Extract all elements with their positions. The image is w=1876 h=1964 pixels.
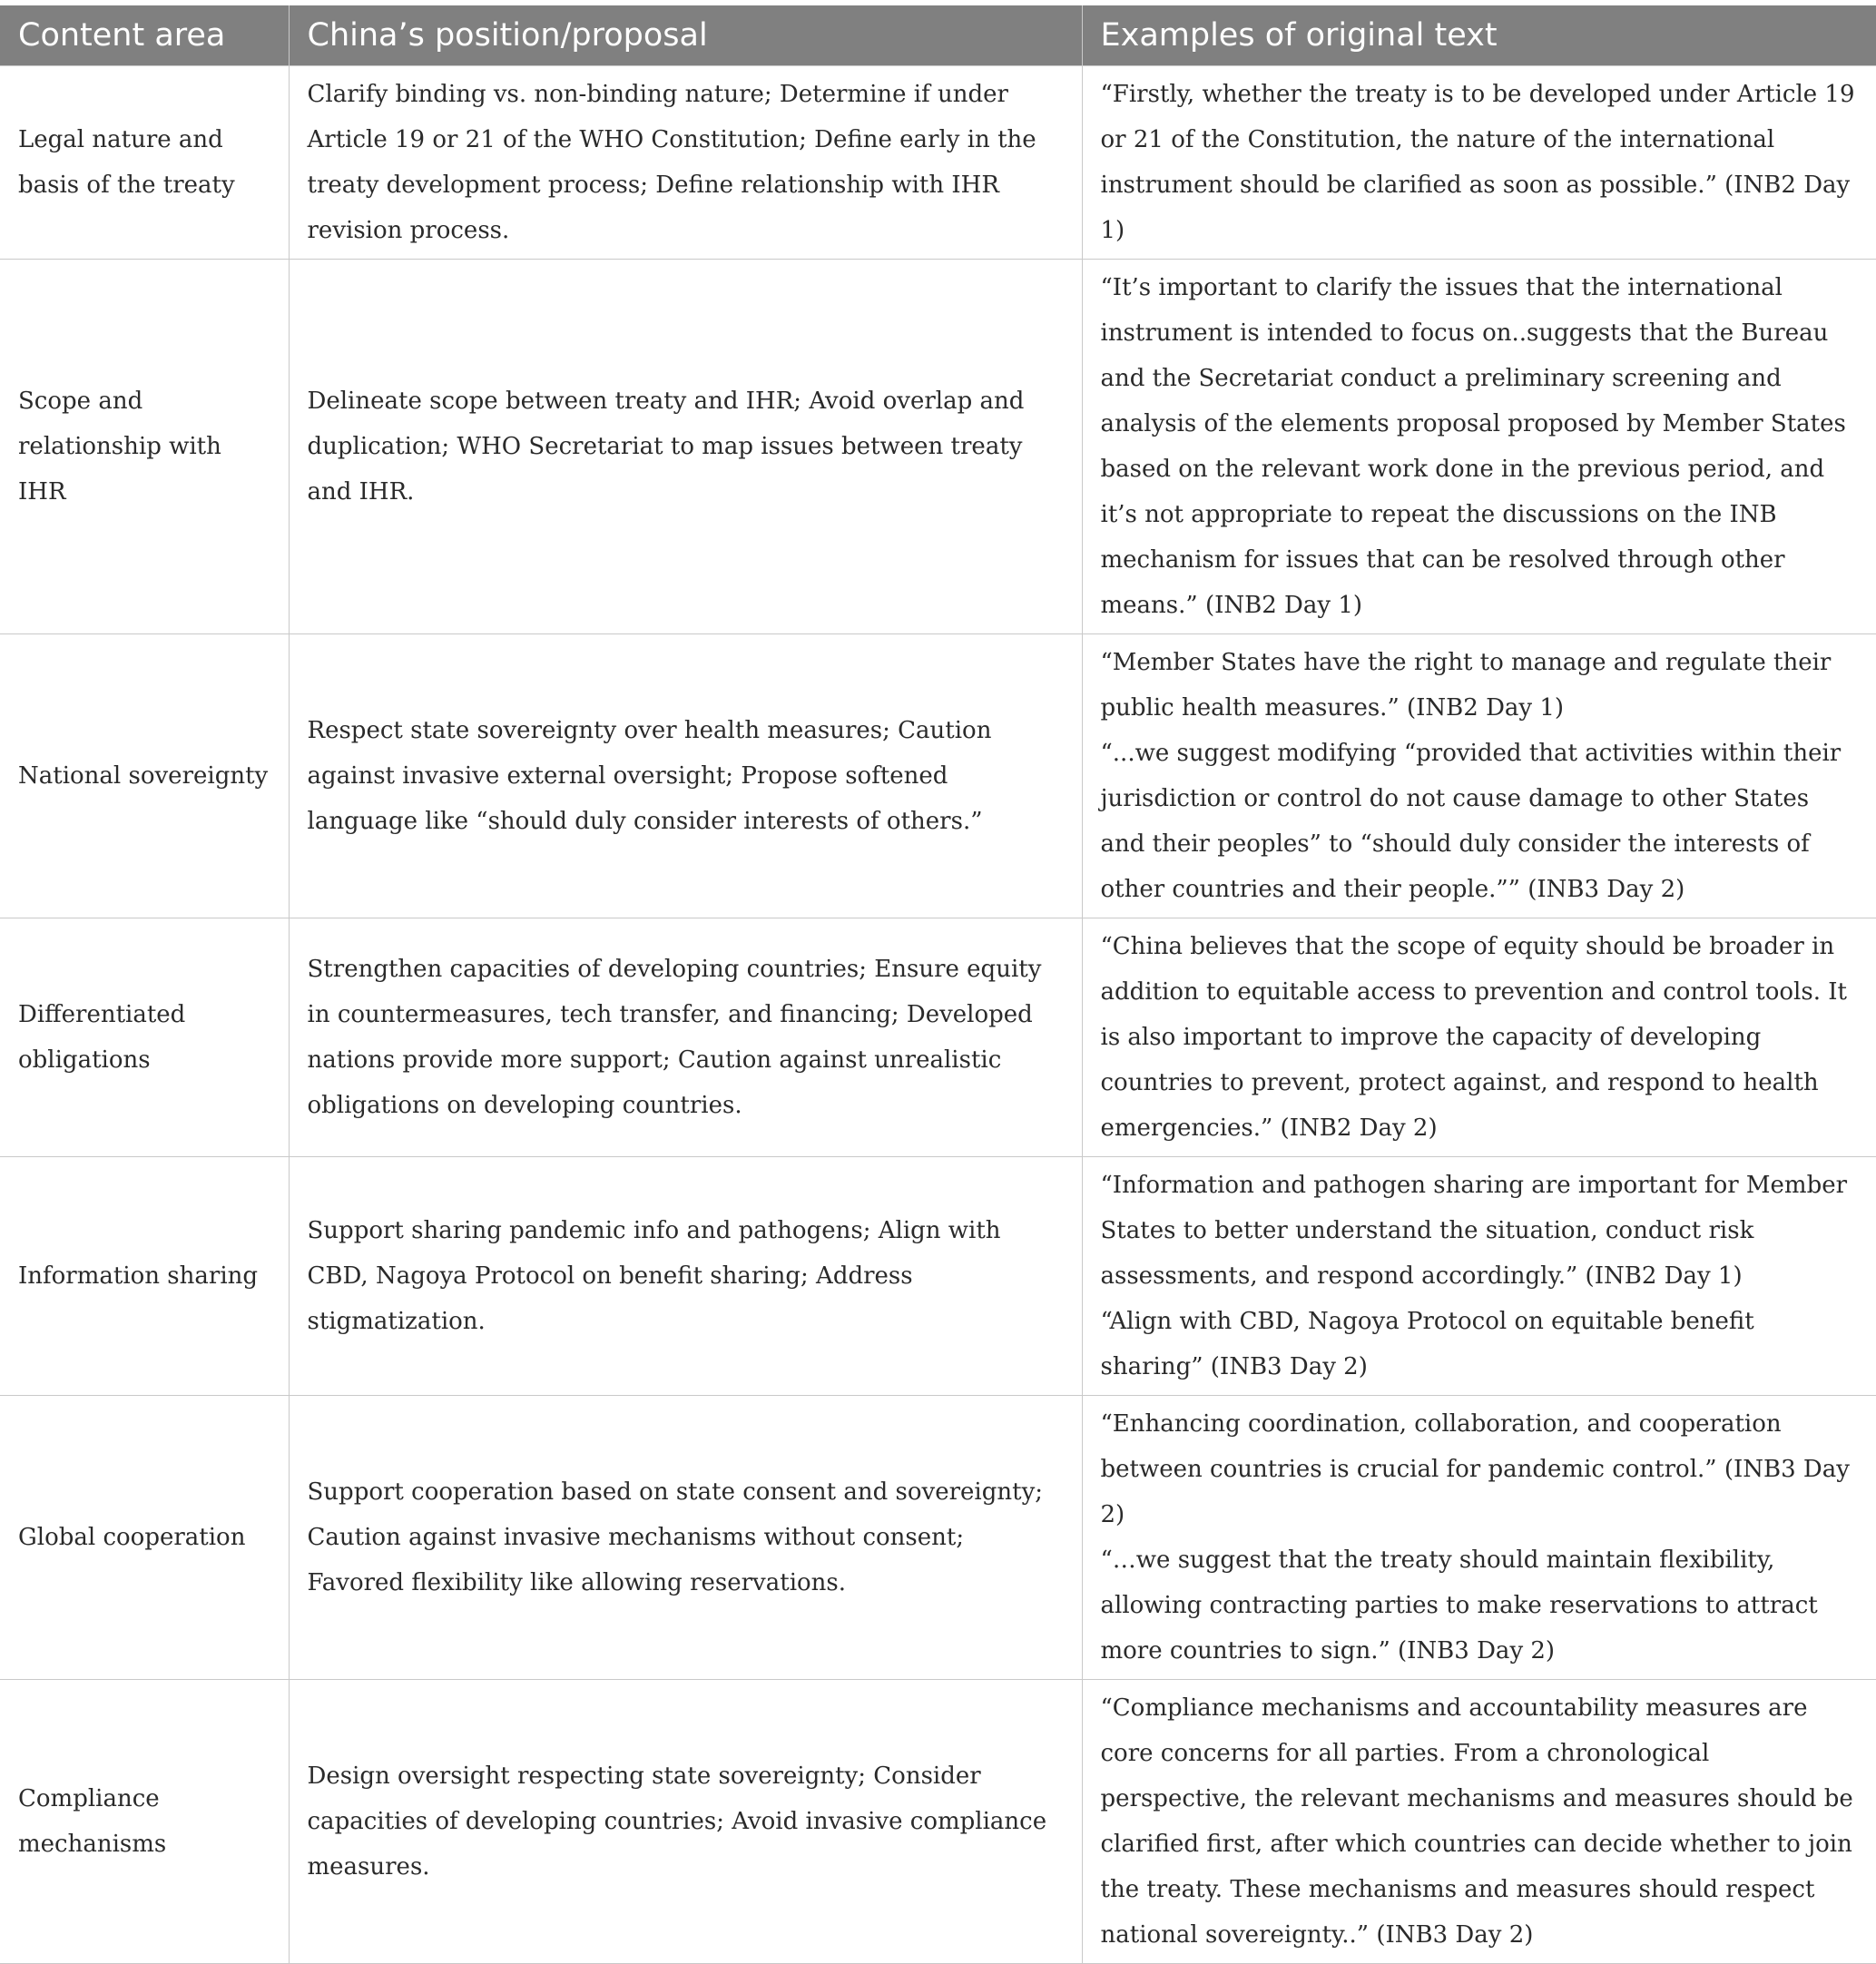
row-position: Design oversight respecting state sovereignty; Consider capacities of developing countries; Avoid invasive compliance measures.: [289, 1680, 1082, 1964]
row-examples: [1082, 1680, 1876, 1964]
row-content-area: Legal nature and basis of the treaty: [0, 66, 289, 260]
row-position: Support cooperation based on state consent and sovereignty; Caution against invasive mechanisms without consent; Favored flexibility like allowing reservations.: [289, 1396, 1082, 1680]
example-quote: “Compliance mechanisms and accountability measures are core concerns for all parties. From a chronological perspective, the relevant mechanisms and measures should be clarified first, after which countries can decide whether to join the treaty. These mechanisms and measures should respect national sovereignty..” (INB3 Day 2): [1100, 1694, 1853, 1949]
table-row: [0, 1680, 1876, 1964]
row-position: Delineate scope between treaty and IHR; Avoid overlap and duplication; WHO Secretariat to map issues between treaty and IHR.: [289, 260, 1082, 634]
row-examples: [1082, 634, 1876, 918]
example-quote: “China believes that the scope of equity should be broader in addition to equitable access to prevention and control tools. It is also important to improve the capacity of developing countries to prevent, protect against, and respond to health emergencies.” (INB2 Day 2): [1100, 933, 1847, 1142]
header-original-text: Examples of original text: [1082, 5, 1876, 66]
row-examples: [1082, 260, 1876, 634]
row-examples: [1082, 1396, 1876, 1680]
row-content-area: Global cooperation: [0, 1396, 289, 1680]
example-quote: “Align with CBD, Nagoya Protocol on equitable benefit sharing” (INB3 Day 2): [1100, 1308, 1754, 1380]
row-content-area: National sovereignty: [0, 634, 289, 918]
row-position: Respect state sovereignty over health measures; Caution against invasive external oversight; Propose softened language like “should duly consider interests of others.”: [289, 634, 1082, 918]
table-row: [0, 1396, 1876, 1680]
row-content-area: Scope and relationship with IHR: [0, 260, 289, 634]
row-position: Strengthen capacities of developing countries; Ensure equity in countermeasures, tech transfer, and financing; Developed nations provide more support; Caution against unrealistic obligations on developing countries.: [289, 918, 1082, 1157]
example-quote: “It’s important to clarify the issues that the international instrument is intended to focus on..suggests that the Bureau and the Secretariat conduct a preliminary screening and analysis of the elements proposal proposed by Member States based on the relevant work done in the previous period, and it’s not appropriate to repeat the discussions on the INB mechanism for issues that can be resolved through other means.” (INB2 Day 1): [1100, 274, 1846, 619]
row-content-area: Compliance mechanisms: [0, 1680, 289, 1964]
table-row: [0, 634, 1876, 918]
table-row: [0, 918, 1876, 1157]
example-quote: “Enhancing coordination, collaboration, and cooperation between countries is crucial for pandemic control.” (INB3 Day 2): [1100, 1410, 1850, 1528]
header-row: [0, 5, 1876, 66]
table-row: [0, 1157, 1876, 1396]
header-content-area: Content area: [0, 5, 289, 66]
header-china-position: China’s position/proposal: [289, 5, 1082, 66]
row-content-area: Information sharing: [0, 1157, 289, 1396]
example-quote: “…we suggest that the treaty should maintain flexibility, allowing contracting parties to make reservations to attract more countries to sign.” (INB3 Day 2): [1100, 1547, 1818, 1664]
table-header: [0, 5, 1876, 66]
example-quote: “Member States have the right to manage and regulate their public health measures.” (INB2 Day 1): [1100, 649, 1832, 722]
table-row: [0, 260, 1876, 634]
row-examples: [1082, 918, 1876, 1157]
example-quote: “Firstly, whether the treaty is to be developed under Article 19 or 21 of the Constitution, the nature of the international instrument should be clarified as soon as possible.” (INB2 Day 1): [1100, 81, 1855, 244]
row-position: Clarify binding vs. non-binding nature; Determine if under Article 19 or 21 of the WHO Constitution; Define early in the treaty development process; Define relationship with IHR revision process.: [289, 66, 1082, 260]
row-examples: [1082, 1157, 1876, 1396]
row-content-area: Differentiated obligations: [0, 918, 289, 1157]
table-body: [0, 66, 1876, 1964]
row-position: Support sharing pandemic info and pathogens; Align with CBD, Nagoya Protocol on benefit sharing; Address stigmatization.: [289, 1157, 1082, 1396]
example-quote: “Information and pathogen sharing are important for Member States to better understand the situation, conduct risk assessments, and respond accordingly.” (INB2 Day 1): [1100, 1172, 1848, 1290]
example-quote: “...we suggest modifying “provided that activities within their jurisdiction or control do not cause damage to other States and their peoples” to “should duly consider the interests of other countries and their people.”” (INB3 Day 2): [1100, 740, 1842, 903]
positions-table: [0, 5, 1876, 1964]
positions-table-container: [0, 5, 1876, 1964]
row-examples: [1082, 66, 1876, 260]
table-row: [0, 66, 1876, 260]
